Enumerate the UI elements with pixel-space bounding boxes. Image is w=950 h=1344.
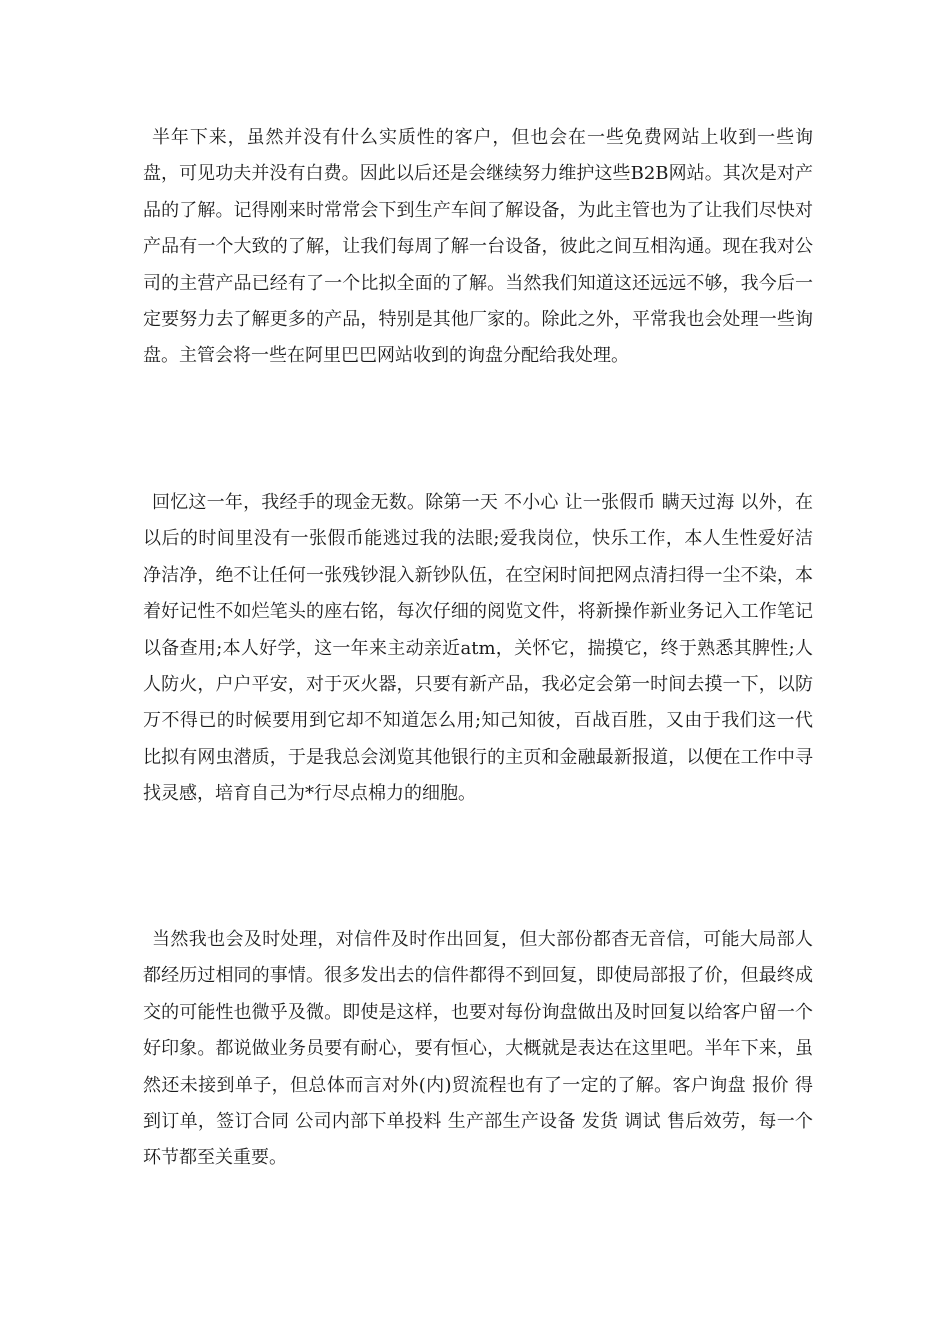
paragraph-1: 半年下来，虽然并没有什么实质性的客户，但也会在一些免费网站上收到一些询盘，可见功夫并没有白费。因此以后还是会继续努力维护这些B2B网站。其次是对产品的了解。记得刚来时常常会下到生产车间了解设备，为此主管也为了让我们尽快对产品有一个大致的了解，让我们每周了解一台设备，彼此之间互相沟通。现在我对公司的主营产品已经有了一个比拟全面的了解。当然我们知道这还远远不够，我今后一定要努力去了解更多的产品，特别是其他厂家的。除此之外，平常我也会处理一些询盘。主管会将一些在阿里巴巴网站收到的询盘分配给我处理。 [143,127,813,367]
paragraph-3: 当然我也会及时处理，对信件及时作出回复，但大部份都杳无音信，可能大局部人都经历过相同的事情。很多发出去的信件都得不到回复，即使局部报了价，但最终成交的可能性也微乎及微。即使是这样，也要对每份询盘做出及时回复以给客户留一个好印象。都说做业务员要有耐心，要有恒心，大概就是表达在这里吧。半年下来，虽然还未接到单子，但总体而言对外(内)贸流程也有了一定的了解。客户询盘 报价 得到订单，签订合同 公司内部下单投料 生产部生产设备 发货 调试 售后效劳，每一个环节都至关重要。 [143,929,813,1169]
paragraph-2: 回忆这一年，我经手的现金无数。除第一天 不小心 让一张假币 瞒天过海 以外，在以后的时间里没有一张假币能逃过我的法眼;爱我岗位，快乐工作，本人生性爱好洁净洁净，绝不让任何一张残钞混入新钞队伍，在空闲时间把网点清扫得一尘不染，本着好记性不如烂笔头的座右铭，每次仔细的阅览文件，将新操作新业务记入工作笔记以备查用;本人好学，这一年来主动亲近atm，关怀它，揣摸它，终于熟悉其脾性;人人防火，户户平安，对于灭火器，只要有新产品，我必定会第一时间去摸一下，以防万不得已的时候要用到它却不知道怎么用;知己知彼，百战百胜，又由于我们这一代比拟有网虫潜质，于是我总会浏览其他银行的主页和金融最新报道，以便在工作中寻找灵感，培育自己为*行尽点棉力的细胞。 [143,492,813,805]
